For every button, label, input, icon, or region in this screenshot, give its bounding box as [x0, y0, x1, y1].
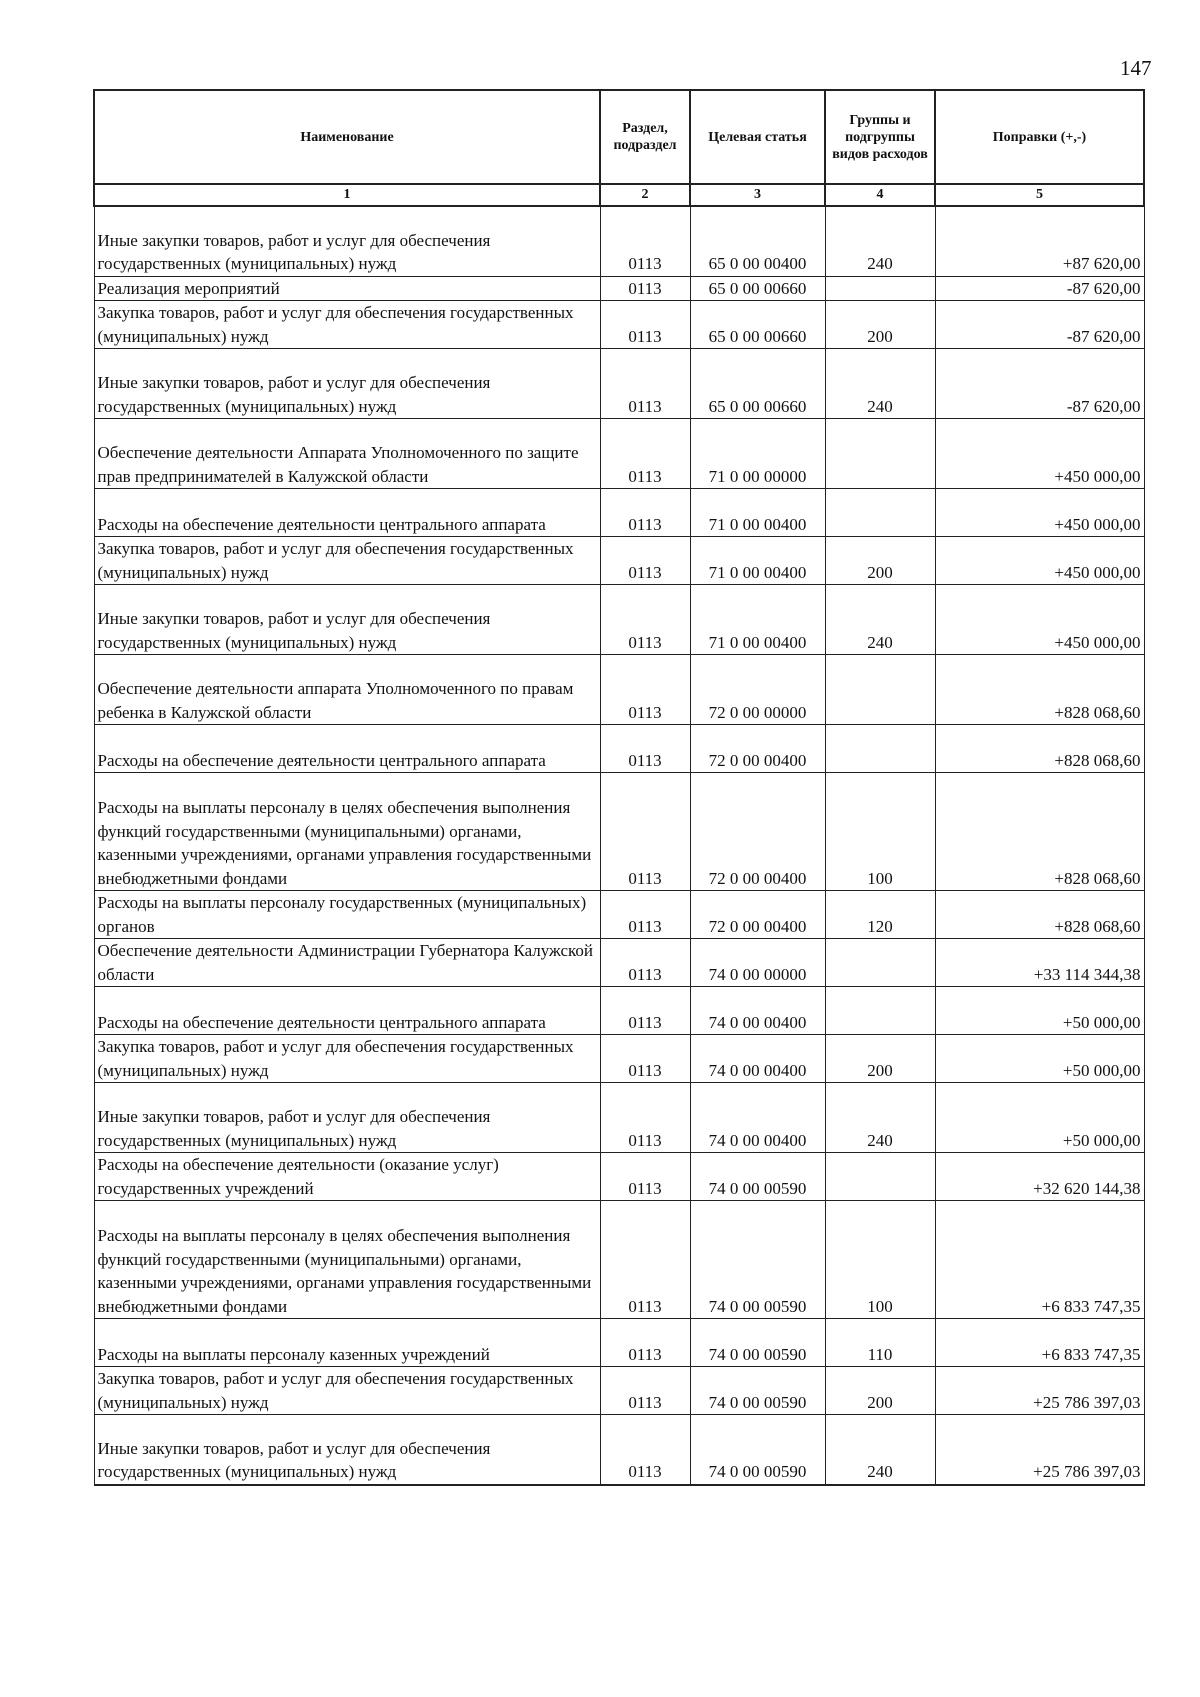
row-article: 65 0 00 00660	[690, 301, 825, 349]
column-number-2: 2	[600, 184, 690, 206]
row-amount: +50 000,00	[935, 1083, 1144, 1153]
row-amount: +828 068,60	[935, 655, 1144, 725]
row-name: Обеспечение деятельности аппарата Уполномоченного по правам ребенка в Калужской области	[94, 655, 600, 725]
row-amount: +450 000,00	[935, 489, 1144, 537]
row-name: Иные закупки товаров, работ и услуг для обеспечения государственных (муниципальных) нужд	[94, 1083, 600, 1153]
row-section: 0113	[600, 655, 690, 725]
row-section: 0113	[600, 725, 690, 773]
row-amount: -87 620,00	[935, 349, 1144, 419]
table-row	[94, 1415, 1144, 1485]
table-row	[94, 1367, 1144, 1415]
table-row	[94, 349, 1144, 419]
row-amount: +6 833 747,35	[935, 1319, 1144, 1367]
row-section: 0113	[600, 1035, 690, 1083]
row-group: 200	[825, 1035, 935, 1083]
row-article: 74 0 00 00000	[690, 939, 825, 987]
row-section: 0113	[600, 891, 690, 939]
column-number-3: 3	[690, 184, 825, 206]
row-amount: +6 833 747,35	[935, 1201, 1144, 1319]
row-group	[825, 419, 935, 489]
row-section: 0113	[600, 1319, 690, 1367]
row-section: 0113	[600, 489, 690, 537]
row-section: 0113	[600, 206, 690, 276]
row-group	[825, 725, 935, 773]
row-article: 72 0 00 00400	[690, 773, 825, 891]
row-article: 74 0 00 00400	[690, 1035, 825, 1083]
row-name: Расходы на выплаты персоналу в целях обеспечения выполнения функций государственными (муниципальными) органами, казенными учреждениями, органами управления государственными внебюджетными фондами	[94, 773, 600, 891]
row-amount: +50 000,00	[935, 987, 1144, 1035]
table-row	[94, 725, 1144, 773]
row-section: 0113	[600, 349, 690, 419]
row-amount: -87 620,00	[935, 276, 1144, 301]
header-amount: Поправки (+,-)	[935, 90, 1144, 184]
row-name: Расходы на обеспечение деятельности центрального аппарата	[94, 987, 600, 1035]
row-article: 74 0 00 00400	[690, 987, 825, 1035]
table-row	[94, 1083, 1144, 1153]
row-section: 0113	[600, 1083, 690, 1153]
table-row	[94, 537, 1144, 585]
row-article: 65 0 00 00400	[690, 206, 825, 276]
table-row	[94, 891, 1144, 939]
row-group	[825, 489, 935, 537]
row-group: 240	[825, 349, 935, 419]
row-section: 0113	[600, 1415, 690, 1485]
row-name: Обеспечение деятельности Администрации Губернатора Калужской области	[94, 939, 600, 987]
row-name: Иные закупки товаров, работ и услуг для обеспечения государственных (муниципальных) нужд	[94, 1415, 600, 1485]
row-name: Расходы на выплаты персоналу в целях обеспечения выполнения функций государственными (муниципальными) органами, казенными учреждениями, органами управления государственными внебюджетными фондами	[94, 1201, 600, 1319]
row-name: Расходы на выплаты персоналу государственных (муниципальных) органов	[94, 891, 600, 939]
row-article: 74 0 00 00590	[690, 1153, 825, 1201]
row-article: 72 0 00 00000	[690, 655, 825, 725]
header-row	[94, 90, 1144, 184]
row-amount: +828 068,60	[935, 773, 1144, 891]
row-name: Иные закупки товаров, работ и услуг для обеспечения государственных (муниципальных) нужд	[94, 206, 600, 276]
table-body	[94, 206, 1144, 1485]
row-group	[825, 1153, 935, 1201]
row-section: 0113	[600, 419, 690, 489]
row-group: 110	[825, 1319, 935, 1367]
row-section: 0113	[600, 276, 690, 301]
row-amount: +25 786 397,03	[935, 1415, 1144, 1485]
row-amount: +87 620,00	[935, 206, 1144, 276]
row-article: 72 0 00 00400	[690, 725, 825, 773]
row-section: 0113	[600, 1201, 690, 1319]
row-amount: +828 068,60	[935, 725, 1144, 773]
row-article: 74 0 00 00590	[690, 1415, 825, 1485]
header-article: Целевая статья	[690, 90, 825, 184]
row-name: Расходы на обеспечение деятельности центрального аппарата	[94, 725, 600, 773]
row-group: 240	[825, 585, 935, 655]
row-name: Иные закупки товаров, работ и услуг для обеспечения государственных (муниципальных) нужд	[94, 349, 600, 419]
row-group: 120	[825, 891, 935, 939]
table-row	[94, 489, 1144, 537]
row-article: 74 0 00 00590	[690, 1367, 825, 1415]
row-name: Расходы на обеспечение деятельности центрального аппарата	[94, 489, 600, 537]
table-row	[94, 1319, 1144, 1367]
row-amount: +25 786 397,03	[935, 1367, 1144, 1415]
row-amount: -87 620,00	[935, 301, 1144, 349]
row-section: 0113	[600, 939, 690, 987]
row-group: 100	[825, 1201, 935, 1319]
row-amount: +828 068,60	[935, 891, 1144, 939]
row-name: Закупка товаров, работ и услуг для обеспечения государственных (муниципальных) нужд	[94, 1035, 600, 1083]
table-row	[94, 655, 1144, 725]
page-number: 147	[1120, 56, 1152, 80]
row-article: 71 0 00 00000	[690, 419, 825, 489]
row-name: Расходы на обеспечение деятельности (оказание услуг) государственных учреждений	[94, 1153, 600, 1201]
table-row	[94, 1201, 1144, 1319]
row-article: 71 0 00 00400	[690, 585, 825, 655]
row-section: 0113	[600, 1367, 690, 1415]
row-group: 240	[825, 206, 935, 276]
table-row	[94, 585, 1144, 655]
row-article: 72 0 00 00400	[690, 891, 825, 939]
row-article: 71 0 00 00400	[690, 489, 825, 537]
table-row	[94, 773, 1144, 891]
row-section: 0113	[600, 987, 690, 1035]
row-article: 65 0 00 00660	[690, 276, 825, 301]
row-amount: +50 000,00	[935, 1035, 1144, 1083]
row-name: Реализация мероприятий	[94, 276, 600, 301]
row-article: 74 0 00 00590	[690, 1201, 825, 1319]
row-article: 74 0 00 00590	[690, 1319, 825, 1367]
header-group: Группы и подгруппы видов расходов	[825, 90, 935, 184]
table-row	[94, 1153, 1144, 1201]
table-row	[94, 419, 1144, 489]
row-article: 74 0 00 00400	[690, 1083, 825, 1153]
row-name: Расходы на выплаты персоналу казенных учреждений	[94, 1319, 600, 1367]
column-number-row	[94, 184, 1144, 206]
table-row	[94, 1035, 1144, 1083]
row-name: Закупка товаров, работ и услуг для обеспечения государственных (муниципальных) нужд	[94, 301, 600, 349]
row-section: 0113	[600, 773, 690, 891]
row-section: 0113	[600, 585, 690, 655]
row-group	[825, 939, 935, 987]
row-article: 65 0 00 00660	[690, 349, 825, 419]
table-row	[94, 939, 1144, 987]
row-amount: +450 000,00	[935, 537, 1144, 585]
budget-amendments-table	[93, 89, 1145, 1486]
row-amount: +450 000,00	[935, 419, 1144, 489]
row-name: Обеспечение деятельности Аппарата Уполномоченного по защите прав предпринимателей в Калужской области	[94, 419, 600, 489]
row-group: 240	[825, 1415, 935, 1485]
row-group	[825, 987, 935, 1035]
row-article: 71 0 00 00400	[690, 537, 825, 585]
row-group: 200	[825, 301, 935, 349]
column-number-5: 5	[935, 184, 1144, 206]
row-amount: +33 114 344,38	[935, 939, 1144, 987]
row-amount: +32 620 144,38	[935, 1153, 1144, 1201]
row-group: 100	[825, 773, 935, 891]
column-number-1: 1	[94, 184, 600, 206]
table-row	[94, 276, 1144, 301]
row-section: 0113	[600, 301, 690, 349]
table-row	[94, 206, 1144, 276]
row-group: 200	[825, 537, 935, 585]
row-section: 0113	[600, 1153, 690, 1201]
table-row	[94, 987, 1144, 1035]
table-row	[94, 301, 1144, 349]
row-group	[825, 276, 935, 301]
row-group: 240	[825, 1083, 935, 1153]
column-number-4: 4	[825, 184, 935, 206]
row-name: Закупка товаров, работ и услуг для обеспечения государственных (муниципальных) нужд	[94, 537, 600, 585]
row-amount: +450 000,00	[935, 585, 1144, 655]
row-name: Закупка товаров, работ и услуг для обеспечения государственных (муниципальных) нужд	[94, 1367, 600, 1415]
row-name: Иные закупки товаров, работ и услуг для обеспечения государственных (муниципальных) нужд	[94, 585, 600, 655]
header-section: Раздел, подраздел	[600, 90, 690, 184]
row-group	[825, 655, 935, 725]
row-section: 0113	[600, 537, 690, 585]
row-group: 200	[825, 1367, 935, 1415]
header-name: Наименование	[94, 90, 600, 184]
